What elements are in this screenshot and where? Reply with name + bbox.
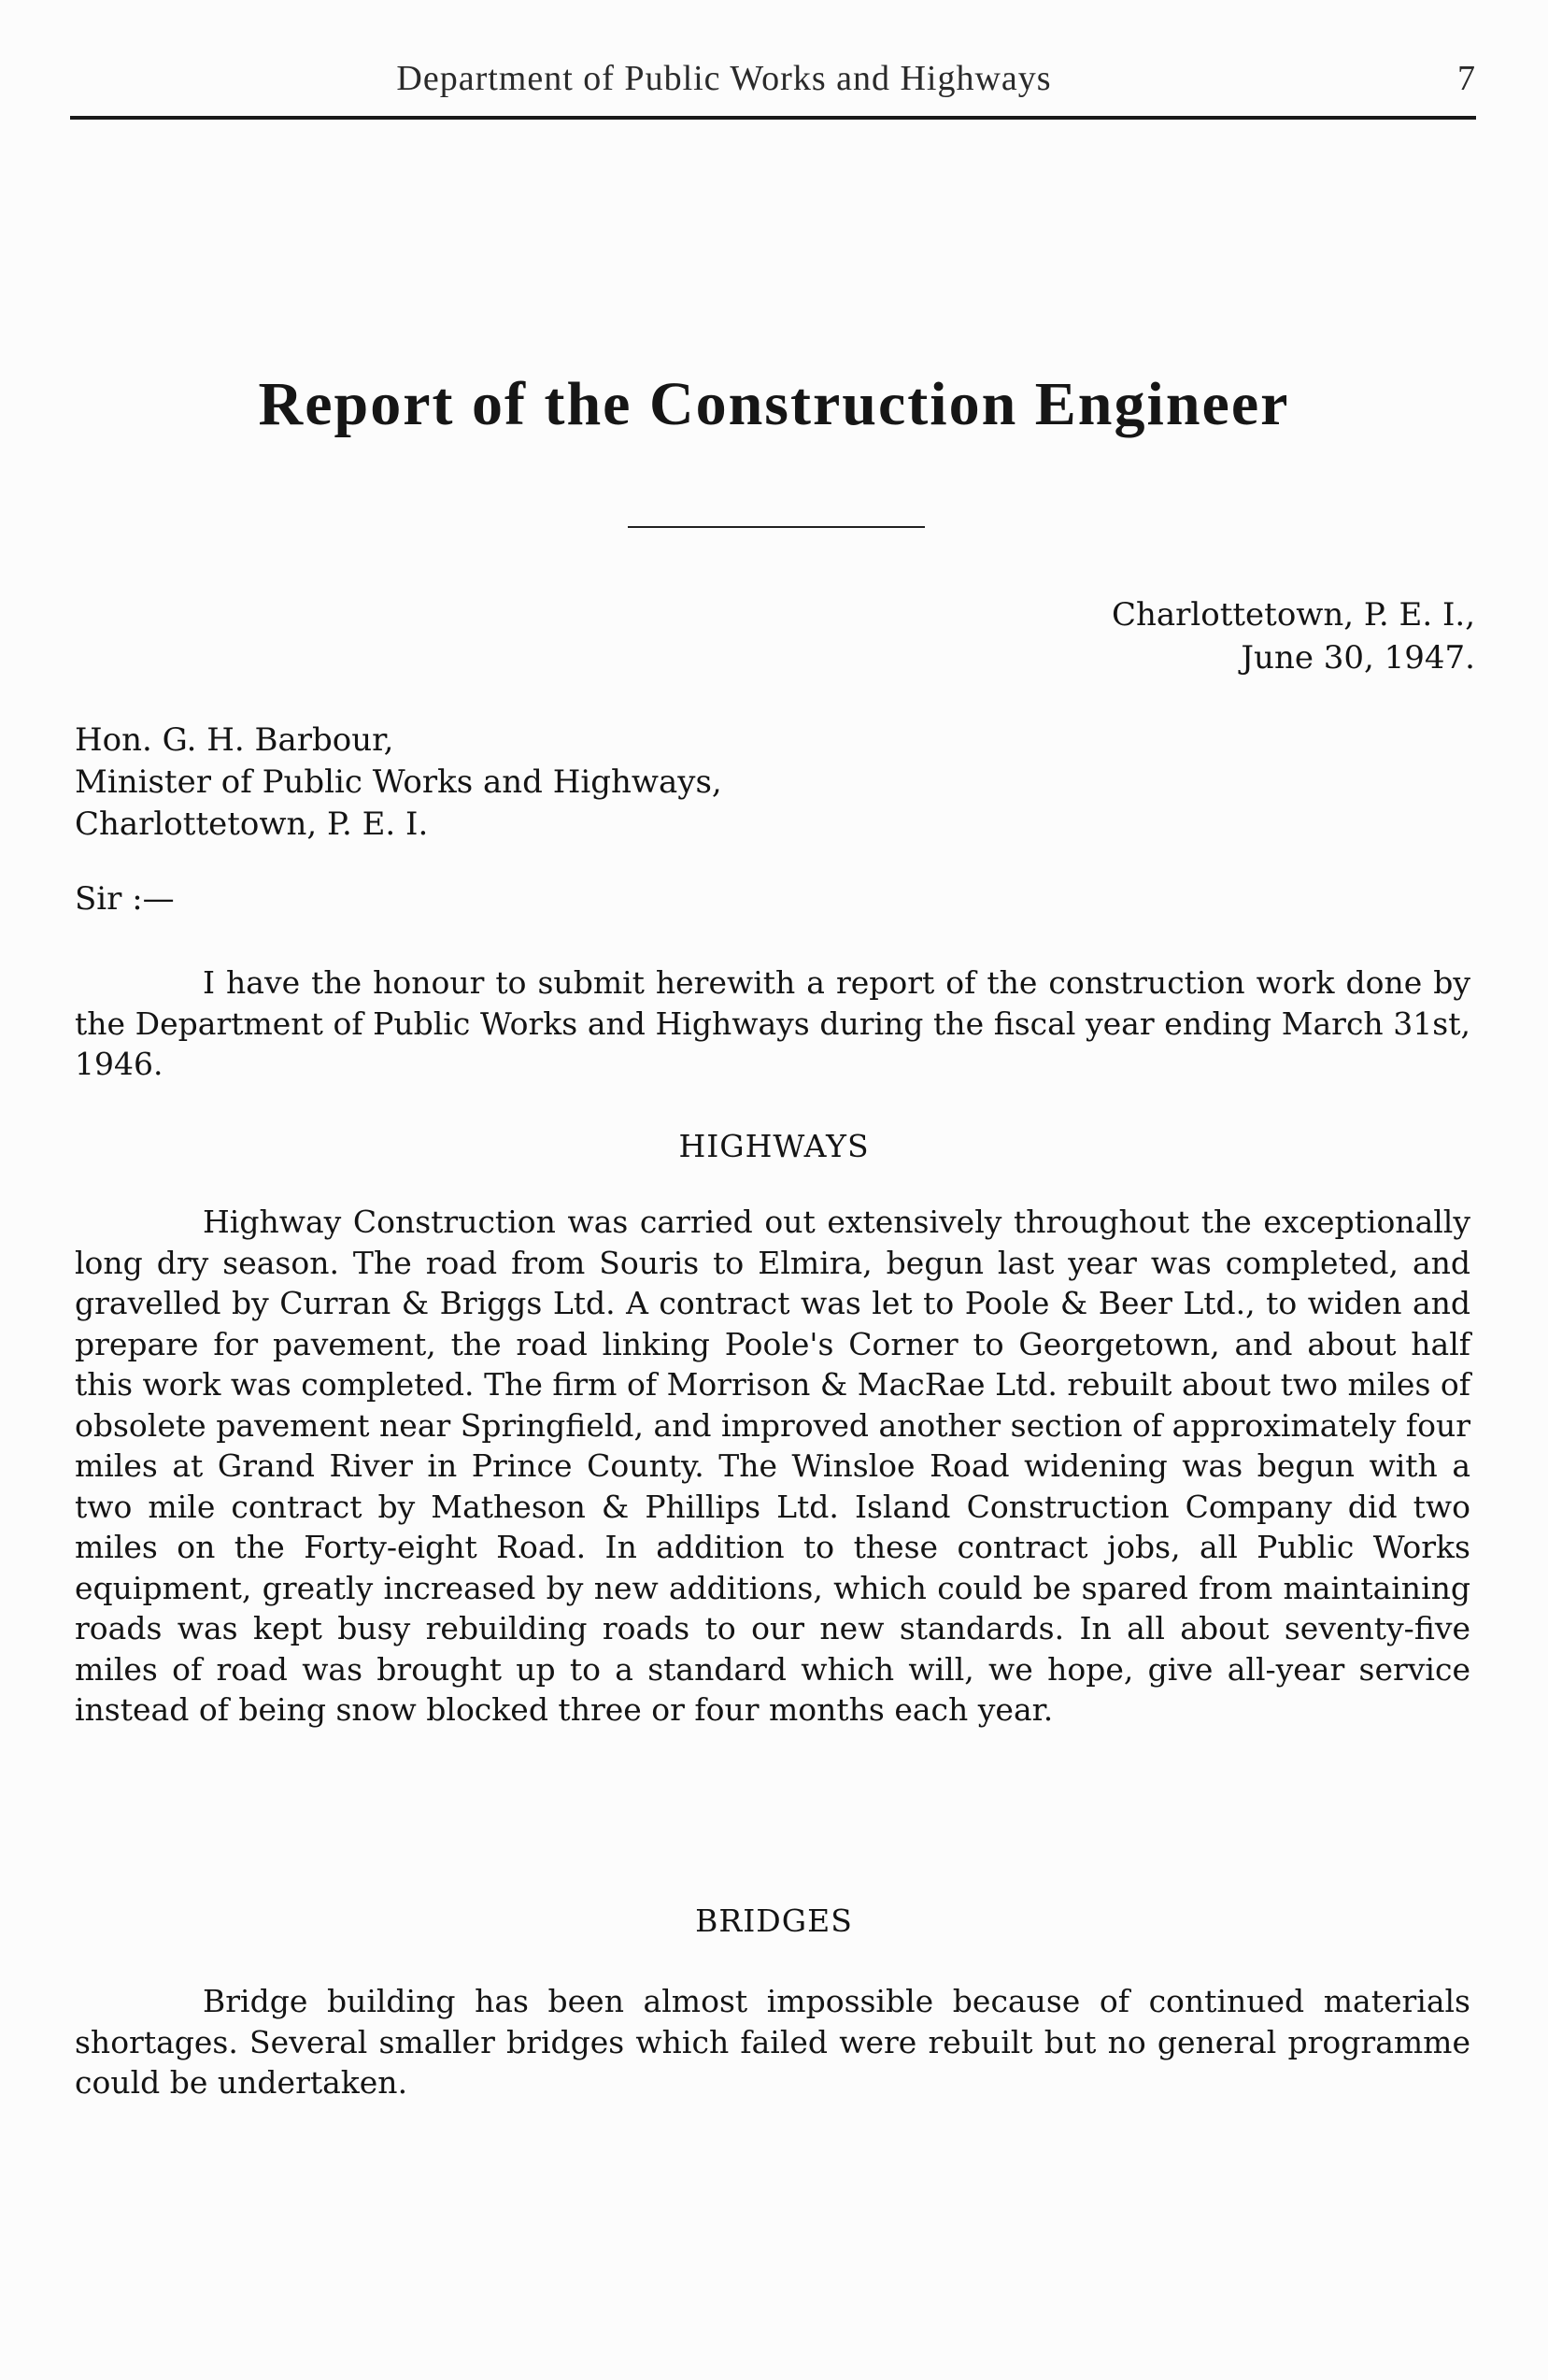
addressee-location: Charlottetown, P. E. I.	[75, 805, 429, 843]
addressee-title: Minister of Public Works and Highways,	[75, 763, 722, 801]
running-header	[75, 58, 1476, 105]
salutation: Sir :—	[75, 880, 175, 918]
header-rule	[70, 116, 1476, 120]
addressee-block	[75, 720, 722, 846]
page-number: 7	[1457, 59, 1476, 98]
running-title: Department of Public Works and Highways	[396, 59, 1052, 98]
highways-paragraph: Highway Construction was carried out extensively throughout the exceptionally long dry season. The road from Souris to Elmira, begun last year was completed, and gravelled by Curran & Briggs Ltd. A contract was let to Poole & Beer Ltd., to widen and prepare for pavement, the road linking Poole's Corner to Georgetown, and about half this work was completed. The firm of Morrison & MacRae Ltd. rebuilt about two miles of obsolete pavement near Springfield, and improved another section of approximately four miles at Grand River in Prince County. The Winsloe Road widening was begun with a two mile contract by Matheson & Phillips Ltd. Island Construction Company did two miles on the Forty-eight Road. In addition to these contract jobs, all Public Works equipment, greatly increased by new additions, which could be spared from maintaining roads was kept busy rebuilding roads to our new standards. In all about seventy-five miles of road was brought up to a standard which will, we hope, give all-year service instead of being snow blocked three or four months each year.	[75, 1204, 1470, 1728]
highways-heading: HIGHWAYS	[678, 1128, 870, 1164]
dateline-date: June 30, 1947.	[1241, 639, 1475, 677]
dateline	[1112, 593, 1475, 679]
bridges-heading: BRIDGES	[695, 1903, 853, 1939]
report-title: Report of the Construction Engineer	[258, 370, 1290, 438]
title-rule	[628, 526, 925, 528]
bridges-paragraph: Bridge building has been almost impossible because of continued materials shortages. Several smaller bridges which failed were rebuilt but no general programme could be undertaken.	[75, 1983, 1470, 2101]
intro-paragraph: I have the honour to submit herewith a report of the construction work done by the Department of Public Works and Highways during the fiscal year ending March 31st, 1946.	[75, 964, 1470, 1082]
dateline-place: Charlottetown, P. E. I.,	[1111, 596, 1475, 634]
addressee-name: Hon. G. H. Barbour,	[75, 721, 394, 759]
